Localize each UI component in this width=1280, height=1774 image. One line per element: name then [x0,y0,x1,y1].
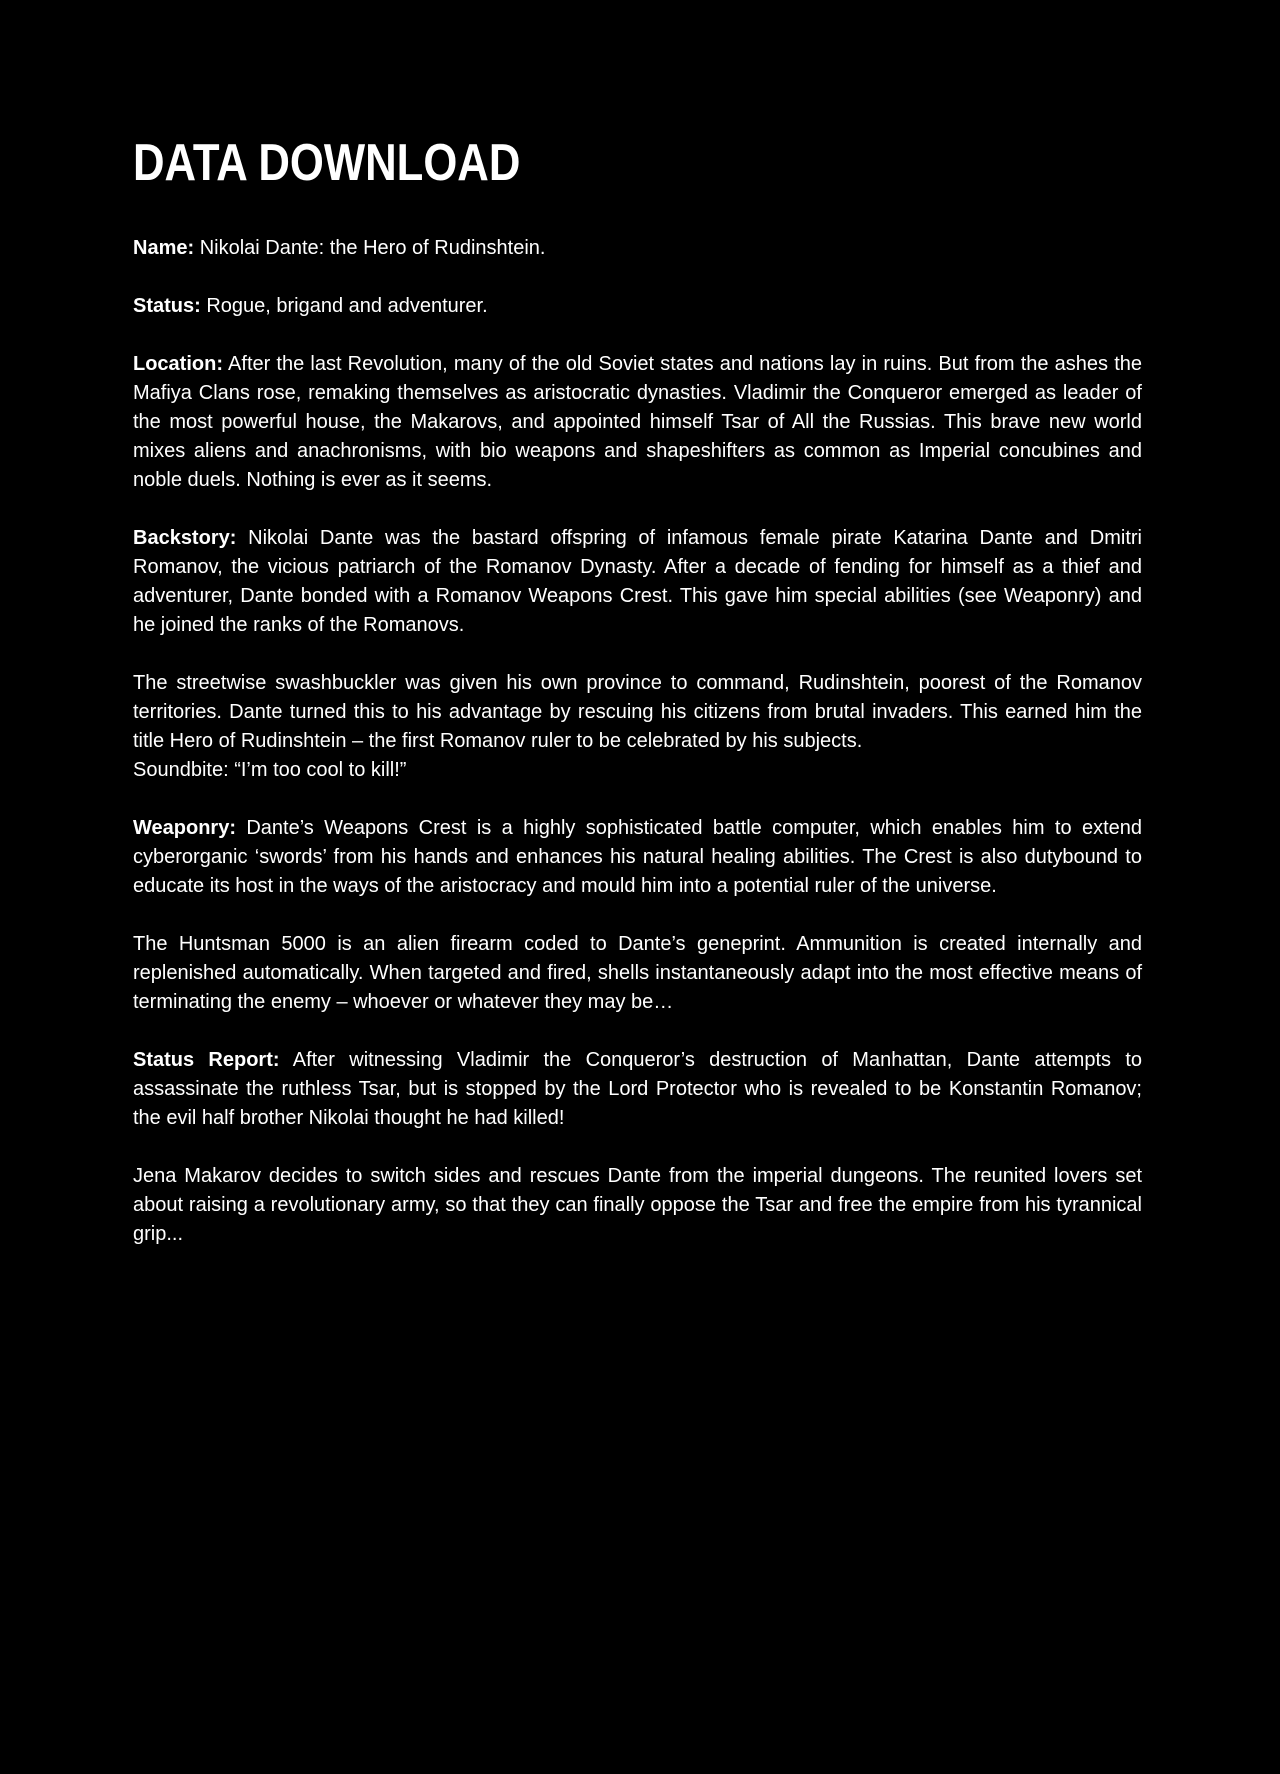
location-entry [133,350,1142,495]
page-title: DATA DOWNLOAD [133,134,521,192]
name-label: Name: [133,237,195,259]
status-report-entry [133,1046,1142,1133]
weaponry-paragraph-2: The Huntsman 5000 is an alien firearm coded to Dante’s geneprint. Ammunition is created internally and replenished automatically. When targeted and fired, shells instantaneously adapt into the most effective means of terminating the enemy – whoever or whatever they may be… [133,933,1142,1013]
backstory-label: Backstory: [133,527,237,549]
status-report-text: After witnessing Vladimir the Conqueror’s destruction of Manhattan, Dante attempts to assassinate the ruthless Tsar, but is stopped by the Lord Protector who is revealed to be Konstantin Romanov; the evil half brother Nikolai thought he had killed! [133,1049,1142,1129]
backstory-text: Nikolai Dante was the bastard offspring of infamous female pirate Katarina Dante and Dmitri Romanov, the vicious patriarch of the Romanov Dynasty. After a decade of fending for himself as a thief and adventurer, Dante bonded with a Romanov Weapons Crest. This gave him special abilities (see Weaponry) and he joined the ranks of the Romanovs. [133,527,1142,636]
status-report-label: Status Report: [133,1049,280,1071]
backstory-entry [133,524,1142,640]
data-download-page [133,128,1142,1278]
name-value: Nikolai Dante: the Hero of Rudinshtein. [194,237,546,259]
backstory-paragraph-2: The streetwise swashbuckler was given his own province to command, Rudinshtein, poorest of the Romanov territories. Dante turned this to his advantage by rescuing his citizens from brutal invaders. This earned him the title Hero of Rudinshtein – the first Romanov ruler to be celebrated by his subjects. [133,672,1142,752]
weaponry-label: Weaponry: [133,817,236,839]
location-text: After the last Revolution, many of the old Soviet states and nations lay in ruins. But from the ashes the Mafiya Clans rose, remaking themselves as aristocratic dynasties. Vladimir the Conqueror emerged as leader of the most powerful house, the Makarovs, and appointed himself Tsar of All the Russias. This brave new world mixes aliens and anachronisms, with bio weapons and shapeshifters as common as Imperial concubines and noble duels. Nothing is ever as it seems. [133,353,1142,491]
weaponry-entry [133,814,1142,901]
profile-content [133,234,1142,1249]
name-entry [133,234,1142,263]
status-report-paragraph-2: Jena Makarov decides to switch sides and rescues Dante from the imperial dungeons. The reunited lovers set about raising a revolutionary army, so that they can finally oppose the Tsar and free the empire from his tyrannical grip... [133,1165,1142,1245]
location-label: Location: [133,353,223,375]
status-entry [133,292,1142,321]
status-value: Rogue, brigand and adventurer. [200,295,488,317]
status-label: Status: [133,295,201,317]
soundbite: Soundbite: “I’m too cool to kill!” [133,759,407,781]
weaponry-text: Dante’s Weapons Crest is a highly sophisticated battle computer, which enables him to extend cyberorganic ‘swords’ from his hands and enhances his natural healing abilities. The Crest is also dutybound to educate its host in the ways of the aristocracy and mould him into a potential ruler of the universe. [133,817,1142,897]
